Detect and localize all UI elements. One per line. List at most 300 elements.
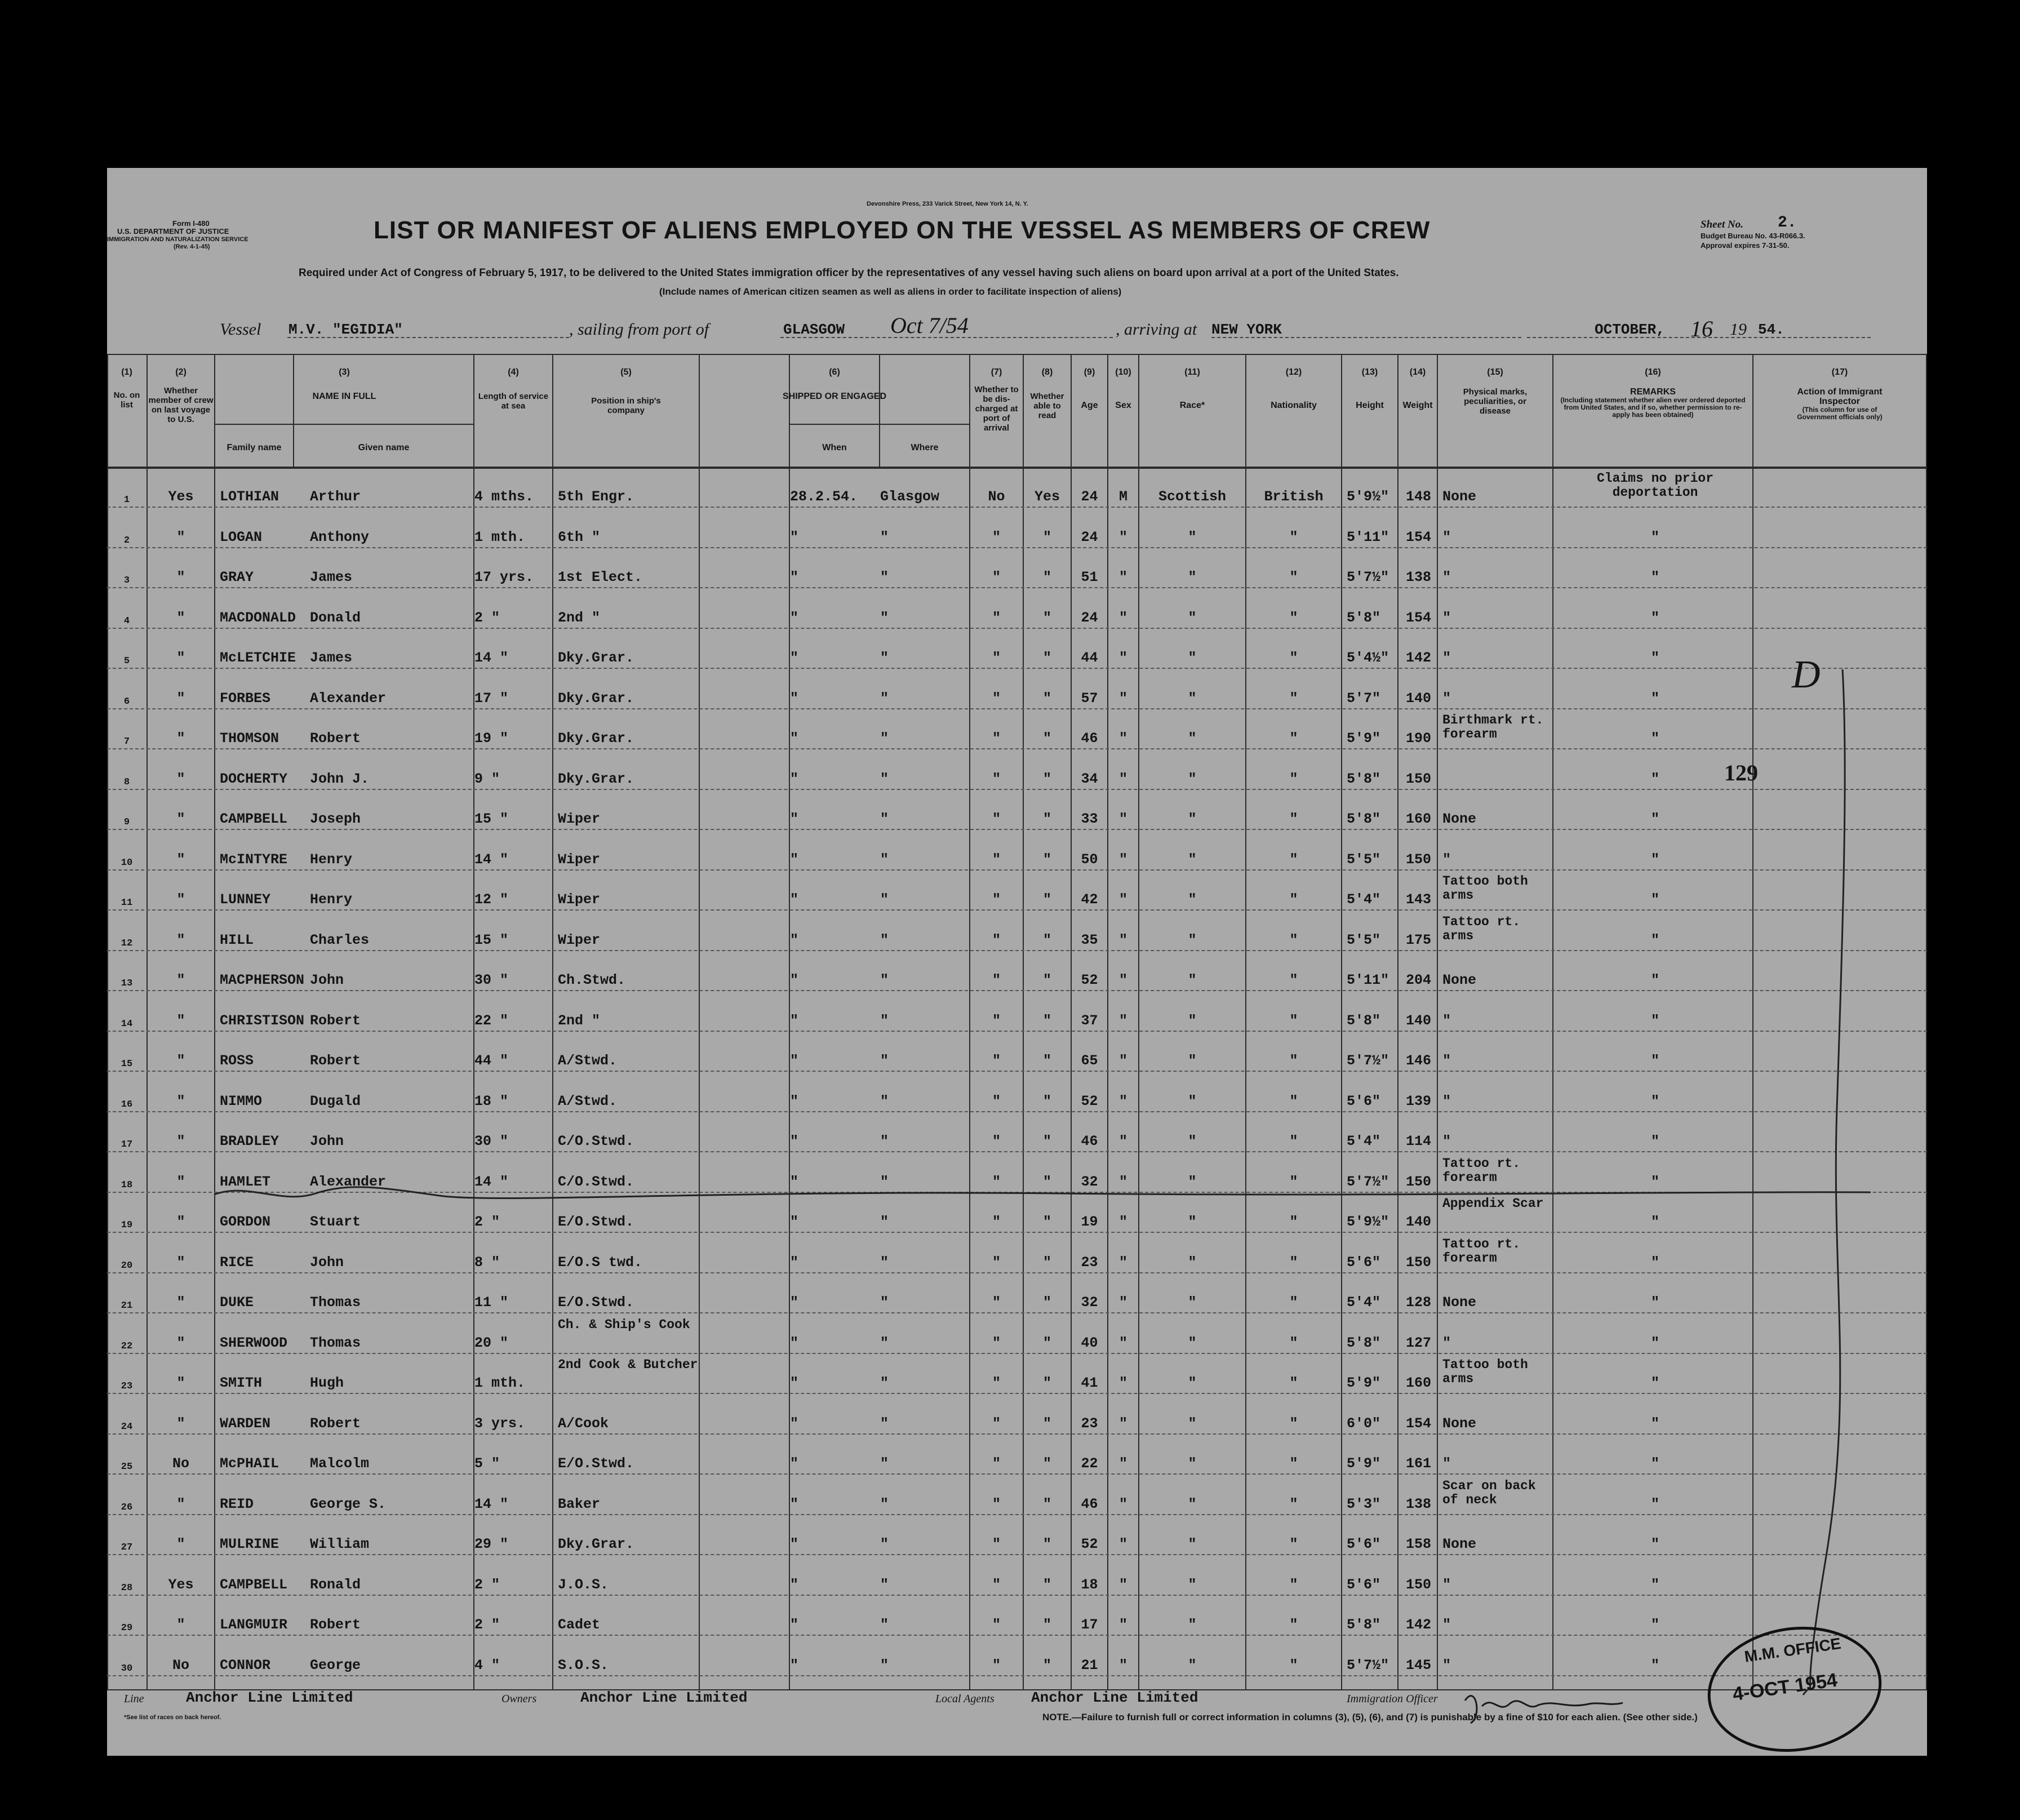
cell-weight: 154	[1405, 609, 1431, 626]
vessel-label: Vessel	[220, 320, 261, 339]
cell-sex: "	[1118, 931, 1127, 948]
owners-company: Anchor Line Limited	[580, 1689, 748, 1706]
cell-sex: "	[1118, 1415, 1127, 1432]
row-rule	[107, 1473, 1927, 1475]
cell-weight: 150	[1405, 1576, 1431, 1593]
col-num-10: (10)	[1115, 367, 1131, 377]
cell-no: 21	[121, 1300, 133, 1311]
cell-nat: "	[1289, 529, 1298, 545]
col-header-when: When	[822, 443, 847, 452]
cell-nat: "	[1289, 891, 1298, 908]
cell-age: 51	[1081, 569, 1098, 585]
cell-family: HILL	[220, 931, 254, 948]
cell-given: Alexander	[310, 690, 387, 707]
cell-when: "	[790, 1536, 799, 1552]
cell-service: 9 "	[474, 770, 500, 787]
col-header-sex: Sex	[1115, 401, 1131, 410]
cell-family: WARDEN	[220, 1415, 271, 1432]
cell-given: Robert	[310, 1415, 361, 1432]
cell-read: "	[1042, 730, 1051, 747]
line-company: Anchor Line Limited	[186, 1689, 353, 1706]
cell-weight: 114	[1405, 1133, 1431, 1149]
cell-race: "	[1188, 891, 1197, 908]
col-header-physical-marks: Physical marks, peculiarities, or disease	[1463, 387, 1528, 416]
cell-service: 14 "	[474, 650, 509, 666]
cell-family: MACDONALD	[220, 609, 296, 626]
cell-position: 6th "	[558, 529, 601, 545]
cell-read: "	[1042, 1334, 1051, 1351]
row-rule	[107, 909, 1927, 911]
cell-when: "	[790, 1133, 799, 1149]
cell-position: Dky.Grar.	[558, 690, 634, 707]
cell-where: "	[880, 931, 889, 948]
cell-remarks: "	[1650, 1093, 1659, 1109]
row-rule	[107, 869, 1927, 871]
cell-service: 14 "	[474, 1495, 509, 1512]
cell-position: Wiper	[558, 891, 601, 908]
cell-race: "	[1188, 1254, 1197, 1271]
punch-hole	[61, 1296, 89, 1324]
cell-position: A/Cook	[558, 1415, 609, 1432]
cell-weight: 142	[1405, 650, 1431, 666]
row-rule	[107, 1272, 1927, 1273]
cell-no: 23	[121, 1381, 133, 1392]
cell-nat: "	[1289, 811, 1298, 827]
cell-marks: Tattoo rt. forearm	[1442, 1156, 1521, 1185]
cell-sex: "	[1118, 529, 1127, 545]
col-header-read: Whether able to read	[1030, 392, 1064, 420]
cell-last: "	[176, 730, 185, 747]
row-rule	[107, 547, 1927, 548]
cell-age: 35	[1081, 931, 1098, 948]
handwritten-count: 129	[1724, 760, 1758, 785]
cell-service: 18 "	[474, 1093, 509, 1109]
col-num-15: (15)	[1487, 367, 1503, 377]
cell-given: Hugh	[310, 1375, 344, 1391]
cell-service: 20 "	[474, 1334, 509, 1351]
cell-given: John	[310, 1254, 344, 1271]
cell-family: NIMMO	[220, 1093, 263, 1109]
cell-where: "	[880, 972, 889, 988]
cell-family: REID	[220, 1495, 254, 1512]
cell-age: 46	[1081, 730, 1098, 747]
arrival-year: 54.	[1758, 321, 1784, 338]
cell-family: CONNOR	[220, 1657, 271, 1673]
officer-label: Immigration Officer	[1347, 1693, 1438, 1705]
revision: (Rev. 4-1-45)	[174, 243, 210, 250]
cell-position: Ch. & Ship's Cook	[558, 1317, 690, 1332]
cell-age: 32	[1081, 1294, 1098, 1311]
cell-marks: "	[1442, 569, 1451, 585]
cell-race: "	[1188, 1173, 1197, 1190]
cell-race: "	[1188, 569, 1197, 585]
cell-when: "	[790, 569, 799, 585]
cell-where: "	[880, 690, 889, 707]
sheet-number: 2.	[1778, 214, 1797, 232]
cell-nat: "	[1289, 972, 1298, 988]
cell-when: "	[790, 690, 799, 707]
cell-position: S.O.S.	[558, 1657, 609, 1673]
cell-marks: "	[1442, 1334, 1451, 1351]
cell-where: "	[880, 730, 889, 747]
col-num-16: (16)	[1645, 367, 1661, 377]
cell-when: "	[790, 1657, 799, 1673]
cell-given: Stuart	[310, 1214, 361, 1230]
sheet-label: Sheet No.	[1701, 219, 1743, 230]
cell-sex: "	[1118, 1012, 1127, 1029]
cell-last: "	[176, 811, 185, 827]
cell-service: 17 yrs.	[474, 569, 534, 585]
cell-position: C/O.Stwd.	[558, 1173, 634, 1190]
cell-sex: "	[1118, 650, 1127, 666]
cell-race: "	[1188, 1294, 1197, 1311]
cell-nat: "	[1289, 1415, 1298, 1432]
cell-service: 1 mth.	[474, 529, 526, 545]
cell-remarks: "	[1650, 1133, 1659, 1149]
cell-sex: "	[1118, 1294, 1127, 1311]
row-rule	[107, 1031, 1927, 1032]
cell-age: 34	[1081, 770, 1098, 787]
cell-read: "	[1042, 1657, 1051, 1673]
cell-service: 15 "	[474, 931, 509, 948]
cell-family: ROSS	[220, 1053, 254, 1069]
cell-sex: "	[1118, 770, 1127, 787]
cell-marks: "	[1442, 1053, 1451, 1069]
col-num-17: (17)	[1831, 367, 1848, 377]
cell-race: "	[1188, 1375, 1197, 1391]
cell-when: "	[790, 1254, 799, 1271]
service: IMMIGRATION AND NATURALIZATION SERVICE	[107, 236, 248, 243]
cell-position: J.O.S.	[558, 1576, 609, 1593]
cell-nat: "	[1289, 730, 1298, 747]
cell-when: "	[790, 650, 799, 666]
col-num-2: (2)	[175, 367, 187, 377]
document-subtitle: Required under Act of Congress of February 5, 1917, to be delivered to the United States immigration officer by the representatives of any vessel having such aliens on board upon arrival at a port of the United States.	[299, 267, 1399, 279]
cell-disch: "	[992, 931, 1001, 948]
stamp-date: 4-OCT 1954	[1731, 1669, 1839, 1706]
cell-read: "	[1042, 770, 1051, 787]
cell-when: "	[790, 891, 799, 908]
cell-where: "	[880, 1617, 889, 1633]
cell-height: 5'11"	[1347, 529, 1389, 545]
cell-age: 44	[1081, 650, 1098, 666]
departure-port: GLASGOW	[783, 321, 845, 338]
cell-read: "	[1042, 1455, 1051, 1472]
cell-nat: "	[1289, 1375, 1298, 1391]
cell-when: "	[790, 1093, 799, 1109]
cell-sex: "	[1118, 1657, 1127, 1673]
cell-height: 5'9½"	[1347, 489, 1389, 505]
row-rule	[107, 1675, 1927, 1676]
cell-race: "	[1188, 1012, 1197, 1029]
cell-given: Donald	[310, 609, 361, 626]
cell-where: "	[880, 1214, 889, 1230]
cell-service: 14 "	[474, 1173, 509, 1190]
cell-family: HAMLET	[220, 1173, 271, 1190]
col-header-nationality: Nationality	[1271, 401, 1317, 410]
row-rule	[107, 1151, 1927, 1152]
cell-given: Charles	[310, 931, 370, 948]
cell-remarks: "	[1650, 1214, 1659, 1230]
cell-race: "	[1188, 1214, 1197, 1230]
cell-marks: None	[1442, 972, 1477, 988]
cell-nat: "	[1289, 1093, 1298, 1109]
cell-read: "	[1042, 851, 1051, 868]
cell-marks: "	[1442, 851, 1451, 868]
col-header-shipped: SHIPPED OR ENGAGED	[782, 392, 887, 401]
manifest-sheet	[107, 168, 1927, 1756]
cell-when: "	[790, 1576, 799, 1593]
cell-given: John J.	[310, 770, 370, 787]
cell-position: 1st Elect.	[558, 569, 643, 585]
cell-service: 12 "	[474, 891, 509, 908]
cell-family: LOGAN	[220, 529, 263, 545]
cell-height: 5'7½"	[1347, 569, 1389, 585]
cell-age: 24	[1081, 609, 1098, 626]
cell-disch: "	[992, 1617, 1001, 1633]
cell-position: Baker	[558, 1495, 601, 1512]
cell-where: "	[880, 1375, 889, 1391]
cell-marks: None	[1442, 811, 1477, 827]
cell-last: "	[176, 1334, 185, 1351]
cell-where: "	[880, 1173, 889, 1190]
cell-family: RICE	[220, 1254, 254, 1271]
cell-service: 5 "	[474, 1455, 500, 1472]
cell-age: 46	[1081, 1495, 1098, 1512]
cell-last: "	[176, 650, 185, 666]
cell-nat: "	[1289, 690, 1298, 707]
cell-race: "	[1188, 1536, 1197, 1552]
cell-no: 22	[121, 1340, 133, 1352]
cell-read: "	[1042, 569, 1051, 585]
cell-no: 14	[121, 1018, 133, 1029]
cell-age: 52	[1081, 1093, 1098, 1109]
cell-when: "	[790, 1173, 799, 1190]
cell-service: 44 "	[474, 1053, 509, 1069]
cell-given: William	[310, 1536, 370, 1552]
cell-nat: "	[1289, 1657, 1298, 1673]
cell-weight: 150	[1405, 1254, 1431, 1271]
cell-no: 8	[123, 776, 130, 788]
cell-position: Dky.Grar.	[558, 1536, 634, 1552]
cell-when: "	[790, 972, 799, 988]
cell-weight: 158	[1405, 1536, 1431, 1552]
cell-weight: 148	[1405, 489, 1431, 505]
cell-race: "	[1188, 1576, 1197, 1593]
cell-position: Wiper	[558, 811, 601, 827]
cell-service: 15 "	[474, 811, 509, 827]
cell-read: "	[1042, 1536, 1051, 1552]
cell-position: E/O.S twd.	[558, 1254, 643, 1271]
cell-position: Wiper	[558, 851, 601, 868]
cell-age: 42	[1081, 891, 1098, 908]
cell-weight: 142	[1405, 1617, 1431, 1633]
cell-marks: "	[1442, 1657, 1451, 1673]
cell-race: "	[1188, 730, 1197, 747]
cell-race: "	[1188, 1657, 1197, 1673]
cell-disch: "	[992, 1576, 1001, 1593]
col-num-14: (14)	[1409, 367, 1426, 377]
cell-when: "	[790, 1294, 799, 1311]
cell-weight: 128	[1405, 1294, 1431, 1311]
cell-race: "	[1188, 1415, 1197, 1432]
cell-marks: Scar on back of neck	[1442, 1478, 1536, 1507]
cell-nat: "	[1289, 931, 1298, 948]
cell-remarks: "	[1650, 1536, 1659, 1552]
cell-where: "	[880, 1053, 889, 1069]
col-num-8: (8)	[1041, 367, 1053, 377]
cell-last: "	[176, 1294, 185, 1311]
cell-read: "	[1042, 891, 1051, 908]
cell-disch: "	[992, 1053, 1001, 1069]
cell-nat: "	[1289, 1173, 1298, 1190]
cell-disch: "	[992, 1536, 1001, 1552]
cell-read: "	[1042, 1173, 1051, 1190]
cell-read: "	[1042, 1375, 1051, 1391]
cell-no: 18	[121, 1179, 133, 1191]
cell-position: Dky.Grar.	[558, 730, 634, 747]
col-num-1: (1)	[121, 367, 132, 377]
cell-remarks: "	[1650, 1576, 1659, 1593]
cell-remarks: "	[1650, 891, 1659, 908]
col-header-race: Race*	[1179, 401, 1205, 410]
cell-no: 16	[121, 1099, 133, 1110]
punch-hole	[61, 266, 89, 294]
owners-label: Owners	[501, 1693, 537, 1705]
cell-where: "	[880, 1294, 889, 1311]
cell-sex: "	[1118, 1617, 1127, 1633]
cell-race: "	[1188, 1617, 1197, 1633]
cell-age: 57	[1081, 690, 1098, 707]
cell-service: 30 "	[474, 1133, 509, 1149]
cell-age: 24	[1081, 529, 1098, 545]
cell-marks: "	[1442, 529, 1451, 545]
cell-no: 30	[121, 1663, 133, 1674]
cell-disch: "	[992, 1133, 1001, 1149]
cell-where: Glasgow	[880, 489, 940, 505]
cell-weight: 143	[1405, 891, 1431, 908]
cell-given: Thomas	[310, 1334, 361, 1351]
cell-weight: 145	[1405, 1657, 1431, 1673]
cell-position: 5th Engr.	[558, 489, 634, 505]
cell-family: LOTHIAN	[220, 489, 279, 505]
cell-race: "	[1188, 1495, 1197, 1512]
department: U.S. DEPARTMENT OF JUSTICE	[117, 227, 229, 236]
cell-given: James	[310, 569, 353, 585]
cell-given: Joseph	[310, 811, 361, 827]
cell-read: "	[1042, 1093, 1051, 1109]
cell-age: 46	[1081, 1133, 1098, 1149]
cell-sex: "	[1118, 1455, 1127, 1472]
cell-remarks: "	[1650, 529, 1659, 545]
cell-when: "	[790, 931, 799, 948]
cell-race: "	[1188, 690, 1197, 707]
cell-position: E/O.Stwd.	[558, 1455, 634, 1472]
col-header-remarks-note: (Including statement whether alien ever ordered deported from United States, and if so, whether permission to re-apply has been obtained)	[1560, 396, 1746, 419]
cell-position: 2nd "	[558, 609, 601, 626]
cell-read: "	[1042, 1012, 1051, 1029]
cell-no: 20	[121, 1260, 133, 1271]
cell-remarks: "	[1650, 1657, 1659, 1673]
cell-weight: 150	[1405, 1173, 1431, 1190]
cell-sex: "	[1118, 690, 1127, 707]
penalty-note: NOTE.—Failure to furnish full or correct information in columns (3), (5), (6), and (7) is punishable by a fine of $10 for each alien. (See other side.)	[1042, 1712, 1698, 1723]
cell-where: "	[880, 851, 889, 868]
cell-no: 6	[123, 696, 130, 707]
cell-height: 6'0"	[1347, 1415, 1381, 1432]
cell-remarks: "	[1650, 851, 1659, 868]
cell-weight: 139	[1405, 1093, 1431, 1109]
cell-when: "	[790, 1012, 799, 1029]
col-num-9: (9)	[1084, 367, 1095, 377]
cell-no: 4	[123, 615, 130, 627]
cell-service: 2 "	[474, 609, 500, 626]
col-header-remarks: REMARKS	[1630, 387, 1676, 397]
cell-marks: None	[1442, 1415, 1477, 1432]
cell-service: 4 "	[474, 1657, 500, 1673]
cell-age: 24	[1081, 489, 1098, 505]
cell-height: 5'3"	[1347, 1495, 1381, 1512]
cell-family: McINTYRE	[220, 851, 288, 868]
cell-disch: "	[992, 1375, 1001, 1391]
cell-family: GORDON	[220, 1214, 271, 1230]
cell-position: A/Stwd.	[558, 1053, 618, 1069]
form-number: Form I-480	[172, 219, 210, 228]
cell-nat: "	[1289, 609, 1298, 626]
cell-given: Anthony	[310, 529, 370, 545]
cell-disch: "	[992, 1455, 1001, 1472]
cell-age: 23	[1081, 1254, 1098, 1271]
cell-weight: 138	[1405, 1495, 1431, 1512]
cell-marks: "	[1442, 1133, 1451, 1149]
cell-last: "	[176, 891, 185, 908]
cell-marks: Appendix Scar	[1442, 1196, 1544, 1211]
cell-remarks: "	[1650, 1294, 1659, 1311]
cell-read: "	[1042, 1254, 1051, 1271]
cell-given: George	[310, 1657, 361, 1673]
cell-where: "	[880, 1576, 889, 1593]
cell-disch: "	[992, 1012, 1001, 1029]
cell-remarks: "	[1650, 1455, 1659, 1472]
row-rule	[107, 507, 1927, 508]
cell-height: 5'8"	[1347, 1012, 1381, 1029]
row-rule	[107, 748, 1927, 749]
cell-when: "	[790, 529, 799, 545]
cell-where: "	[880, 1536, 889, 1552]
cell-given: Robert	[310, 1012, 361, 1029]
cell-given: Henry	[310, 891, 353, 908]
cell-no: 24	[121, 1421, 133, 1432]
col-header-last-voyage: Whether member of crew on last voyage to U.S.	[148, 386, 214, 424]
officer-signature	[1459, 1684, 1628, 1729]
col-header-action-note: (This column for use of Government officials only)	[1797, 406, 1883, 421]
cell-service: 14 "	[474, 851, 509, 868]
col-header-discharged: Whether to be dis-charged at port of arrival	[974, 385, 1019, 433]
cell-sex: "	[1118, 972, 1127, 988]
cell-position: Wiper	[558, 931, 601, 948]
col-header-weight: Weight	[1402, 401, 1433, 410]
cell-when: "	[790, 1455, 799, 1472]
cell-remarks: "	[1650, 1334, 1659, 1351]
cell-when: "	[790, 770, 799, 787]
cell-no: 12	[121, 938, 133, 949]
cell-read: "	[1042, 972, 1051, 988]
cell-remarks: "	[1650, 1173, 1659, 1190]
cell-weight: 140	[1405, 690, 1431, 707]
cell-position: Dky.Grar.	[558, 650, 634, 666]
row-rule	[107, 1353, 1927, 1354]
col-header-position: Position in ship's company	[591, 396, 661, 415]
